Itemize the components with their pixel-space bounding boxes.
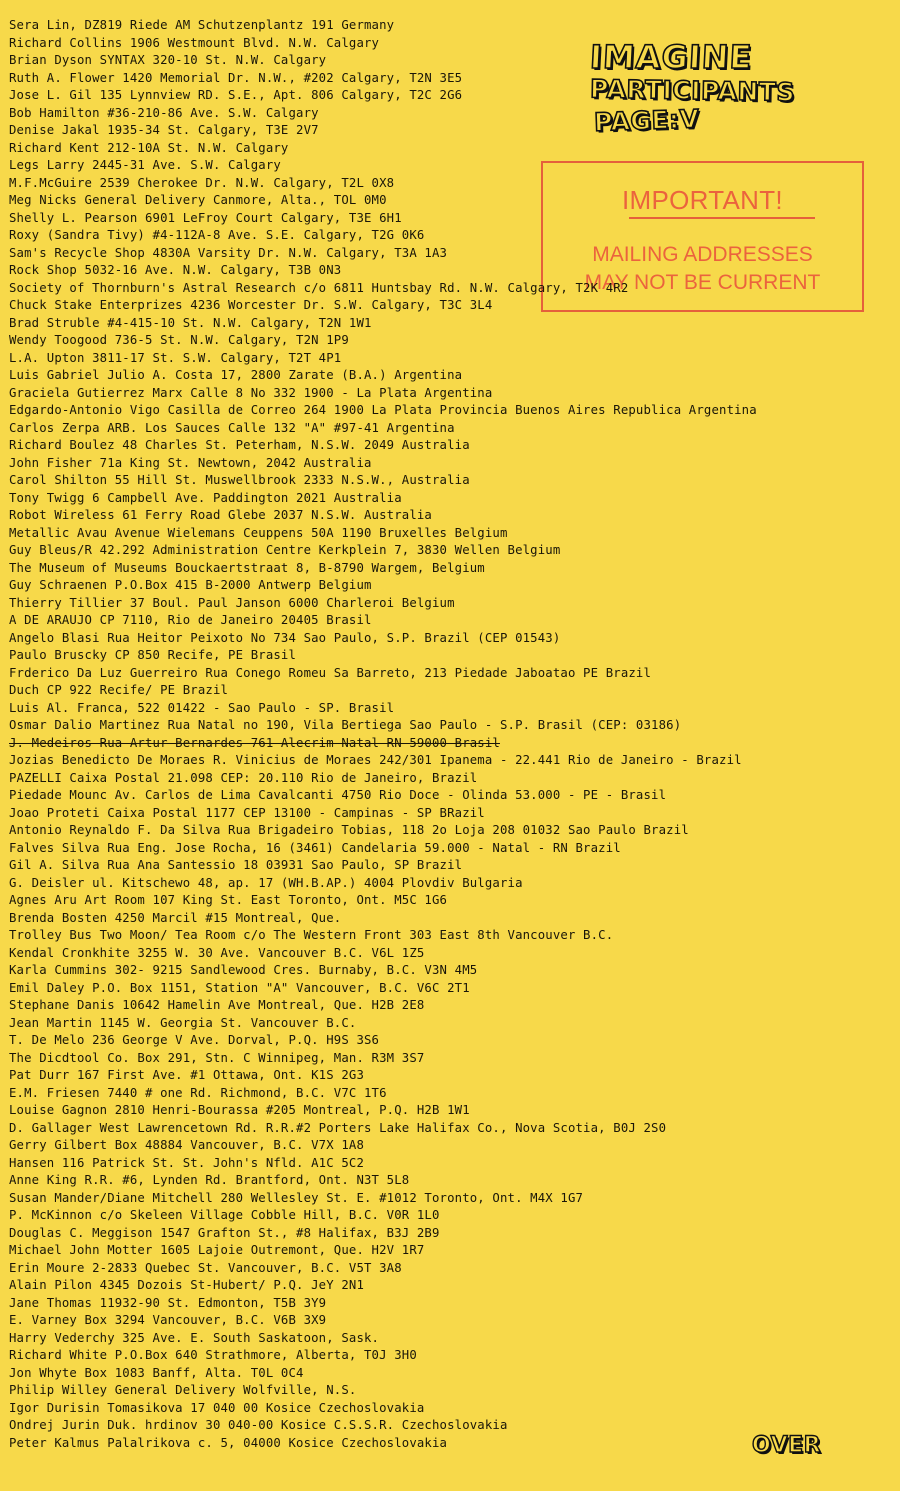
address-entry (9, 665, 894, 683)
address-entry (9, 875, 894, 893)
address-text: Luis Al. Franca, 522 01422 - Sao Paulo - SP. Brasil (9, 700, 395, 715)
address-text: Richard Kent 212-10A St. N.W. Calgary (9, 140, 289, 155)
address-text: Falves Silva Rua Eng. Jose Rocha, 16 (3461) Candelaria 59.000 - Natal - RN Brazil (9, 840, 621, 855)
address-text: Brenda Bosten 4250 Marcil #15 Montreal, Que. (9, 910, 342, 925)
logo-subtitle: PARTICIPANTS (589, 74, 796, 107)
address-entry (9, 297, 894, 315)
address-entry (9, 927, 894, 945)
address-text: Sam's Recycle Shop 4830A Varsity Dr. N.W. Calgary, T3A 1A3 (9, 245, 448, 260)
address-entry (9, 717, 894, 735)
address-entry (9, 892, 894, 910)
address-list (9, 17, 894, 1452)
address-text: Shelly L. Pearson 6901 LeFroy Court Calgary, T3E 6H1 (9, 210, 402, 225)
address-text: Thierry Tillier 37 Boul. Paul Janson 6000 Charleroi Belgium (9, 595, 455, 610)
address-text: Jose L. Gil 135 Lynnview RD. S.E., Apt. 806 Calgary, T2C 2G6 (9, 88, 463, 102)
address-entry (9, 122, 894, 140)
address-entry (9, 577, 894, 595)
address-text: Metallic Avau Avenue Wielemans Ceuppens 50A 1190 Bruxelles Belgium (9, 525, 508, 540)
address-entry (9, 420, 894, 438)
address-entry (9, 822, 894, 840)
address-entry (9, 192, 894, 210)
address-text: Brian Dyson SYNTAX 320-10 St. N.W. Calgary (9, 53, 327, 67)
address-entry (9, 1295, 894, 1313)
address-entry (9, 962, 894, 980)
address-text: Anne King R.R. #6, Lynden Rd. Brantford, Ont. N3T 5L8 (9, 1173, 410, 1187)
address-entry (9, 1330, 894, 1348)
address-text: Douglas C. Meggison 1547 Grafton St., #8 Halifax, B3J 2B9 (9, 1225, 440, 1240)
address-entry (9, 70, 894, 88)
address-text: E. Varney Box 3294 Vancouver, B.C. V6B 3X9 (9, 1313, 327, 1327)
address-text: T. De Melo 236 George V Ave. Dorval, P.Q. H9S 3S6 (9, 1033, 380, 1047)
address-text: Joao Proteti Caixa Postal 1177 CEP 13100 - Campinas - SP BRazil (9, 805, 485, 820)
address-text: Paulo Bruscky CP 850 Recife, PE Brasil (9, 648, 297, 662)
address-text: Jon Whyte Box 1083 Banff, Alta. T0L 0C4 (9, 1365, 304, 1380)
address-entry (9, 472, 894, 490)
address-text: Susan Mander/Diane Mitchell 280 Wellesley St. E. #1012 Toronto, Ont. M4X 1G7 (9, 1190, 584, 1205)
address-entry (9, 1277, 894, 1295)
address-entry (9, 227, 894, 245)
address-text: Richard Collins 1906 Westmount Blvd. N.W. Calgary (9, 35, 380, 50)
address-text: Michael John Motter 1605 Lajoie Outremont, Que. H2V 1R7 (9, 1243, 425, 1257)
address-text: G. Deisler ul. Kitschewo 48, ap. 17 (WH.B.AP.) 4004 Plovdiv Bulgaria (9, 875, 523, 890)
address-entry (9, 1225, 894, 1243)
address-entry (9, 630, 894, 648)
address-entry (9, 1032, 894, 1050)
address-text: Richard Boulez 48 Charles St. Peterham, N.S.W. 2049 Australia (9, 438, 470, 452)
address-entry (9, 367, 894, 385)
address-text: Ondrej Jurin Duk. hrdinov 30 040-00 Kosice C.S.S.R. Czechoslovakia (9, 1418, 508, 1432)
stamp-line-2: MAY NOT BE CURRENT (584, 271, 821, 294)
address-entry (9, 17, 894, 35)
address-text: Alain Pilon 4345 Dozois St-Hubert/ P.Q. JeY 2N1 (9, 1278, 365, 1292)
address-entry (9, 1137, 894, 1155)
address-text: J. Medeiros Rua Artur Bernardes 761 Alecrim Natal-RN 59000 Brasil (9, 735, 500, 750)
address-entry (9, 997, 894, 1015)
address-entry (9, 560, 894, 578)
address-text: Luis Gabriel Julio A. Costa 17, 2800 Zarate (B.A.) Argentina (9, 368, 463, 382)
address-text: Gerry Gilbert Box 48884 Vancouver, B.C. V7X 1A8 (9, 1138, 365, 1152)
address-entry (9, 105, 894, 123)
address-entry (9, 332, 894, 350)
address-entry (9, 1067, 894, 1085)
address-entry (9, 437, 894, 455)
address-text: Tony Twigg 6 Campbell Ave. Paddington 2021 Australia (9, 490, 402, 505)
address-text: Carlos Zerpa ARB. Los Sauces Calle 132 "A" #97-41 Argentina (9, 420, 455, 435)
address-text: Louise Gagnon 2810 Henri-Bourassa #205 Montreal, P.Q. H2B 1W1 (9, 1103, 470, 1117)
address-entry (9, 805, 894, 823)
address-text: Bob Hamilton #36-210-86 Ave. S.W. Calgary (9, 105, 319, 120)
address-text: Brad Struble #4-415-10 St. N.W. Calgary, T2N 1W1 (9, 315, 372, 330)
address-entry (9, 1347, 894, 1365)
address-text: Guy Schraenen P.O.Box 415 B-2000 Antwerp Belgium (9, 578, 372, 592)
address-text: Hansen 116 Patrick St. St. John's Nfld. A1C 5C2 (9, 1155, 365, 1170)
logo-title: IMAGINE (589, 38, 754, 76)
address-text: Trolley Bus Two Moon/ Tea Room c/o The Western Front 303 East 8th Vancouver B.C. (9, 928, 614, 942)
address-text: Duch CP 922 Recife/ PE Brazil (9, 683, 229, 697)
address-entry (9, 455, 894, 473)
address-entry (9, 857, 894, 875)
address-entry (9, 770, 894, 788)
address-entry (9, 1417, 894, 1435)
address-text: Wendy Toogood 736-5 St. N.W. Calgary, T2N 1P9 (9, 333, 349, 347)
address-text: Peter Kalmus Palalrikova c. 5, 04000 Kosice Czechoslovakia (9, 1435, 448, 1450)
address-entry (9, 262, 894, 280)
address-entry (9, 1050, 894, 1068)
address-entry (9, 1382, 894, 1400)
address-entry (9, 385, 894, 403)
address-entry (9, 1155, 894, 1173)
address-entry (9, 52, 894, 70)
address-entry (9, 245, 894, 263)
address-entry (9, 280, 894, 298)
address-text: Society of Thornburn's Astral Research c/o 6811 Huntsbay Rd. N.W. Calgary, T2K 4R2 (9, 280, 629, 295)
address-text: Guy Bleus/R 42.292 Administration Centre Kerkplein 7, 3830 Wellen Belgium (9, 543, 561, 557)
address-entry (9, 175, 894, 193)
address-text: P. McKinnon c/o Skeleen Village Cobble Hill, B.C. V0R 1L0 (9, 1208, 440, 1222)
address-entry (9, 945, 894, 963)
address-text: Roxy (Sandra Tivy) #4-112A-8 Ave. S.E. Calgary, T2G 0K6 (9, 228, 425, 242)
address-text: Emil Daley P.O. Box 1151, Station "A" Vancouver, B.C. V6C 2T1 (9, 980, 470, 995)
address-entry (9, 210, 894, 228)
address-entry (9, 612, 894, 630)
address-entry (9, 507, 894, 525)
address-entry (9, 1085, 894, 1103)
address-text: PAZELLI Caixa Postal 21.098 CEP: 20.110 Rio de Janeiro, Brazil (9, 770, 478, 785)
address-text: Harry Vederchy 325 Ave. E. South Saskatoon, Sask. (9, 1330, 380, 1345)
address-entry (9, 1190, 894, 1208)
address-text: Sera Lin, DZ819 Riede AM Schutzenplantz 191 Germany (9, 18, 395, 32)
address-text: A DE ARAUJO CP 7110, Rio de Janeiro 20405 Brasil (9, 613, 372, 627)
address-entry (9, 1365, 894, 1383)
address-text: Richard White P.O.Box 640 Strathmore, Alberta, T0J 3H0 (9, 1348, 417, 1362)
address-text: L.A. Upton 3811-17 St. S.W. Calgary, T2T 4P1 (9, 350, 342, 365)
address-text: Jean Martin 1145 W. Georgia St. Vancouver B.C. (9, 1015, 357, 1030)
address-text: E.M. Friesen 7440 # one Rd. Richmond, B.C. V7C 1T6 (9, 1085, 387, 1100)
address-entry (9, 350, 894, 368)
address-entry (9, 910, 894, 928)
address-entry (9, 840, 894, 858)
address-entry (9, 700, 894, 718)
address-entry (9, 87, 894, 105)
address-text: Antonio Reynaldo F. Da Silva Rua Brigadeiro Tobias, 118 2o Loja 208 01032 Sao Paulo Brazil (9, 823, 689, 837)
address-entry (9, 647, 894, 665)
address-entry (9, 1242, 894, 1260)
address-entry (9, 1312, 894, 1330)
address-text: Igor Durisin Tomasikova 17 040 00 Kosice Czechoslovakia (9, 1400, 425, 1415)
address-text: Jozias Benedicto De Moraes R. Vinicius de Moraes 242/301 Ipanema - 22.441 Rio de Janeiro - Brazil (9, 753, 742, 767)
address-text: Stephane Danis 10642 Hamelin Ave Montreal, Que. H2B 2E8 (9, 998, 425, 1012)
address-text: Frderico Da Luz Guerreiro Rua Conego Romeu Sa Barreto, 213 Piedade Jaboatao PE Brazil (9, 665, 652, 680)
stamp-line-1: MAILING ADDRESSES (592, 243, 813, 266)
address-text: Chuck Stake Enterprizes 4236 Worcester Dr. S.W. Calgary, T3C 3L4 (9, 298, 493, 312)
address-text: Kendal Cronkhite 3255 W. 30 Ave. Vancouver B.C. V6L 1Z5 (9, 945, 425, 960)
address-text: Erin Moure 2-2833 Quebec St. Vancouver, B.C. V5T 3A8 (9, 1260, 402, 1275)
address-entry (9, 157, 894, 175)
address-entry (9, 1260, 894, 1278)
address-text: Denise Jakal 1935-34 St. Calgary, T3E 2V7 (9, 123, 319, 137)
address-text: Meg Nicks General Delivery Canmore, Alta., TOL 0M0 (9, 193, 387, 207)
address-text: Gil A. Silva Rua Ana Santessio 18 03931 Sao Paulo, SP Brazil (9, 858, 463, 872)
address-text: The Dicdtool Co. Box 291, Stn. C Winnipeg, Man. R3M 3S7 (9, 1050, 425, 1065)
address-text: The Museum of Museums Bouckaertstraat 8, B-8790 Wargem, Belgium (9, 560, 485, 575)
stamp-title: IMPORTANT! (622, 185, 783, 215)
address-text: M.F.McGuire 2539 Cherokee Dr. N.W. Calgary, T2L 0X8 (9, 175, 395, 190)
address-entry (9, 1172, 894, 1190)
address-text: Osmar Dalio Martinez Rua Natal no 190, Vila Bertiega Sao Paulo - S.P. Brasil (CEP: 03186) (9, 718, 682, 732)
address-text: Graciela Gutierrez Marx Calle 8 No 332 1900 - La Plata Argentina (9, 385, 493, 400)
address-entry (9, 1207, 894, 1225)
address-text: Ruth A. Flower 1420 Memorial Dr. N.W., #202 Calgary, T2N 3E5 (9, 70, 463, 85)
address-text: Agnes Aru Art Room 107 King St. East Toronto, Ont. M5C 1G6 (9, 893, 448, 907)
address-entry (9, 1102, 894, 1120)
address-entry (9, 1120, 894, 1138)
address-text: D. Gallager West Lawrencetown Rd. R.R.#2 Porters Lake Halifax Co., Nova Scotia, B0J 2S0 (9, 1120, 667, 1135)
address-text: John Fisher 71a King St. Newtown, 2042 Australia (9, 455, 372, 470)
address-entry (9, 980, 894, 998)
address-text: Robot Wireless 61 Ferry Road Glebe 2037 N.S.W. Australia (9, 508, 432, 522)
address-entry (9, 787, 894, 805)
address-text: Pat Durr 167 First Ave. #1 Ottawa, Ont. K1S 2G3 (9, 1068, 365, 1082)
address-text: Karla Cummins 302- 9215 Sandlewood Cres. Burnaby, B.C. V3N 4M5 (9, 963, 478, 977)
address-entry (9, 35, 894, 53)
address-entry (9, 402, 894, 420)
address-entry (9, 490, 894, 508)
logo-page-number: PAGE:V (593, 104, 700, 137)
address-text: Piedade Mounc Av. Carlos de Lima Cavalcanti 4750 Rio Doce - Olinda 53.000 - PE - Brasil (9, 788, 667, 802)
address-entry (9, 735, 894, 753)
address-entry (9, 1400, 894, 1418)
address-text: Edgardo-Antonio Vigo Casilla de Correo 264 1900 La Plata Provincia Buenos Aires Republica Argentina (9, 403, 757, 417)
address-entry (9, 1015, 894, 1033)
address-entry (9, 140, 894, 158)
address-entry (9, 315, 894, 333)
address-text: Legs Larry 2445-31 Ave. S.W. Calgary (9, 158, 281, 172)
address-entry (9, 682, 894, 700)
address-text: Angelo Blasi Rua Heitor Peixoto No 734 Sao Paulo, S.P. Brazil (CEP 01543) (9, 630, 561, 645)
address-text: Jane Thomas 11932-90 St. Edmonton, T5B 3Y9 (9, 1295, 327, 1310)
address-text: Rock Shop 5032-16 Ave. N.W. Calgary, T3B 0N3 (9, 263, 342, 277)
address-entry (9, 752, 894, 770)
address-text: Philip Willey General Delivery Wolfville, N.S. (9, 1383, 357, 1397)
address-entry (9, 542, 894, 560)
over-label: OVER (752, 1433, 822, 1458)
address-entry (9, 525, 894, 543)
address-entry (9, 595, 894, 613)
address-text: Carol Shilton 55 Hill St. Muswellbrook 2333 N.S.W., Australia (9, 473, 470, 487)
